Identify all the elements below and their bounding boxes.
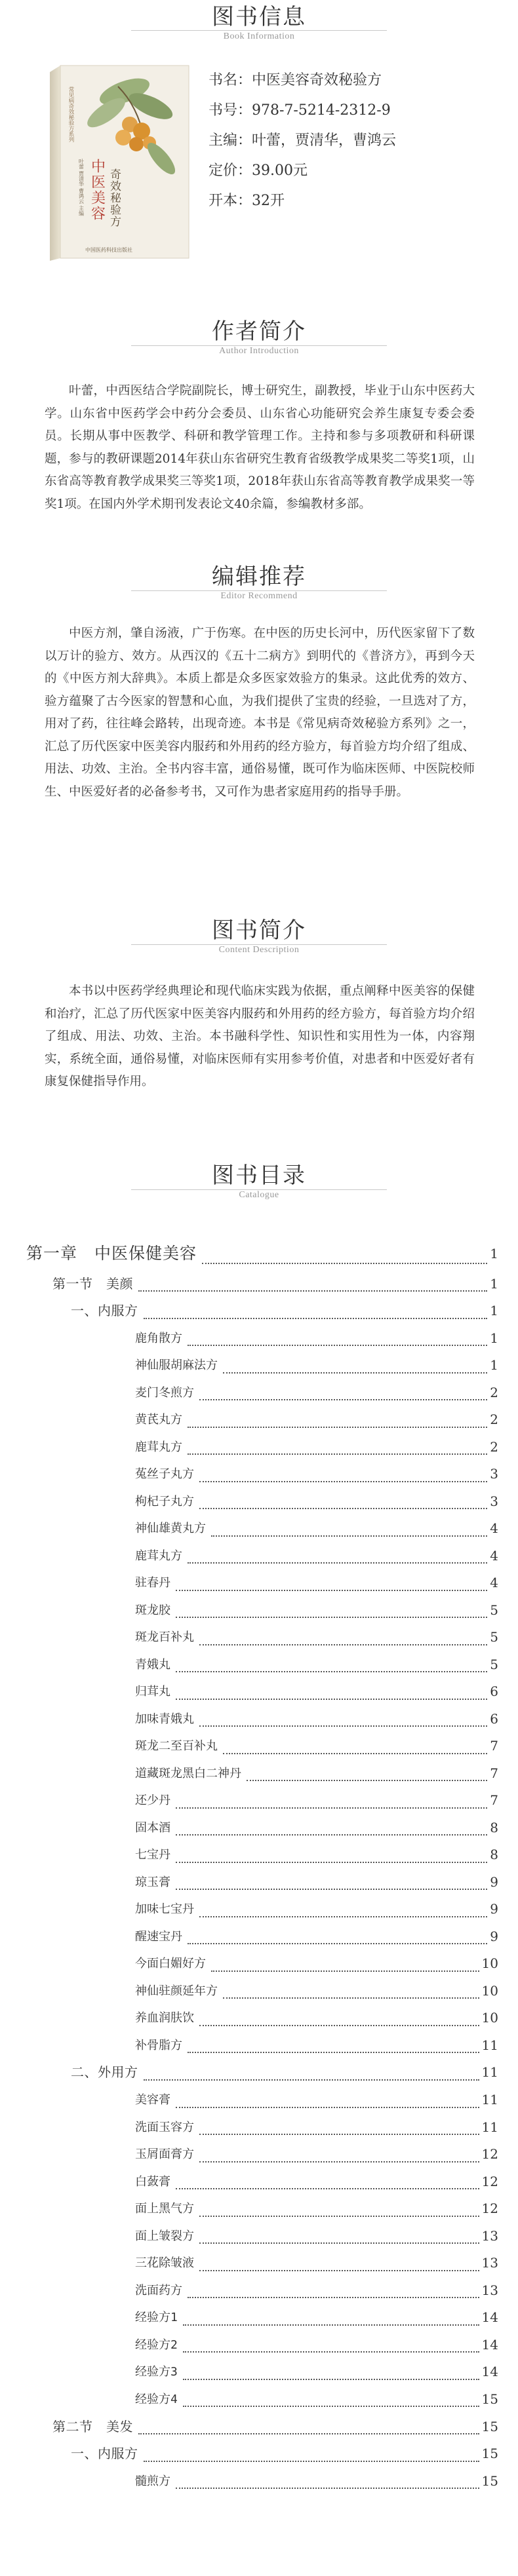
- catalogue-entry-label: 面上皱裂方: [135, 2229, 194, 2243]
- catalogue-page-number: 1: [490, 1357, 498, 1374]
- header-rule-left: [131, 590, 260, 591]
- catalogue-page-number: 9: [490, 1874, 498, 1890]
- header-rule-left: [131, 1189, 260, 1190]
- catalogue-entry-label: 固本酒: [135, 1820, 170, 1835]
- catalogue-page-number: 14: [481, 2309, 498, 2326]
- catalogue-leader-dots: [199, 1399, 487, 1400]
- author-subtitle: Author Introduction: [219, 346, 299, 356]
- catalogue-leader-dots: [199, 1508, 487, 1509]
- cover-publisher-text: 中国医药科技出版社: [85, 247, 132, 253]
- cover-editors-text: 叶蕾 贾清华 曹鸿云 主编: [78, 159, 85, 216]
- catalogue-entry-row: [26, 1624, 498, 1651]
- catalogue-entry-label: 洗面药方: [135, 2283, 182, 2297]
- catalogue-leader-dots: [183, 2406, 479, 2407]
- catalogue-leader-dots: [183, 2324, 479, 2326]
- header-rule-right: [259, 1189, 387, 1190]
- catalogue-subsection-row: [26, 2059, 498, 2086]
- catalogue-page-number: 11: [481, 2037, 498, 2053]
- catalogue-leader-dots: [176, 1617, 487, 1618]
- cover-series-text: 常见病奇效秘验方系列: [68, 87, 74, 142]
- catalogue-page-number: 7: [490, 1792, 498, 1809]
- catalogue-entry-label: 加味青娥丸: [135, 1712, 194, 1726]
- catalogue-page-number: 4: [490, 1520, 498, 1537]
- book-info-title: 图书信息: [212, 4, 306, 30]
- catalogue-entry-row: [26, 1434, 498, 1461]
- catalogue-leader-dots: [176, 1807, 487, 1809]
- catalogue-leader-dots: [188, 2052, 479, 2053]
- catalogue-entry-label: 一、内服方: [71, 2446, 138, 2462]
- catalogue-entry-label: 归茸丸: [135, 1685, 170, 1699]
- catalogue-leader-dots: [188, 2297, 479, 2298]
- catalogue-leader-dots: [223, 1997, 479, 1999]
- catalogue-page-number: 6: [490, 1710, 498, 1727]
- catalogue-entry-row: [26, 1787, 498, 1815]
- catalogue-entry-label: 醒速宝丹: [135, 1929, 182, 1944]
- header-rule-right: [259, 590, 387, 591]
- catalogue-entry-row: [26, 1597, 498, 1624]
- catalogue-entry-label: 经验方1: [135, 2311, 178, 2325]
- editor-paragraph: 中医方剂，肇自汤液，广于伤寒。在中医的历史长河中，历代医家留下了数以万计的验方、效方。从西汉的《五十二病方》到明代的《普济方》，再到今天的《中医方剂大辞典》。本质上都是众多医家效验方的集录。这此优秀的效方、验方蕴聚了古今医家的智慧和心血，为我们提供了宝贵的经验，一旦选对了方，用对了药，往往峰会路转，出现奇迹。本书是《常见病奇效秘验方系列》之一，汇总了历代医家中医美容内服药和外用药的经方验方，每首验方均介绍了组成、用法、功效、主治。全书内容丰富，通俗易懂，既可作为临床医师、中医院校师生、中医爱好者的必备参考书，又可作为患者家庭用药的指导手册。: [45, 626, 475, 799]
- catalogue-leader-dots: [176, 1671, 487, 1672]
- catalogue-entry-row: [26, 1515, 498, 1543]
- catalogue-leader-dots: [144, 2461, 479, 2462]
- book-format-row: 开本：32开: [209, 193, 285, 209]
- catalogue-entry-row: [26, 1706, 498, 1733]
- catalogue-entry-row: [26, 1569, 498, 1597]
- catalogue-entry-label: 琼玉膏: [135, 1875, 170, 1889]
- catalogue-leader-dots: [223, 1753, 487, 1754]
- catalogue-entry-label: 斑龙胶: [135, 1603, 170, 1617]
- content-title: 图书简介: [212, 917, 306, 944]
- catalogue-entry-label: 经验方3: [135, 2365, 178, 2379]
- catalogue-entry-label: 驻春丹: [135, 1576, 170, 1590]
- catalogue-entry-label: 经验方4: [135, 2392, 178, 2406]
- catalogue-leader-dots: [199, 2134, 479, 2135]
- catalogue-page-number: 4: [490, 1575, 498, 1591]
- catalogue-page-number: 10: [481, 1955, 498, 1972]
- catalogue-entry-label: 面上黑气方: [135, 2202, 194, 2216]
- catalogue-entry-row: [26, 1841, 498, 1869]
- editor-title: 编辑推荐: [212, 564, 306, 590]
- catalogue-entry-row: [26, 2086, 498, 2114]
- catalogue-entry-label: 斑龙二至百补丸: [135, 1739, 218, 1754]
- catalogue-page-number: 1: [490, 1303, 498, 1318]
- catalogue-section-row: [26, 2413, 498, 2440]
- catalogue-entry-row: [26, 1678, 498, 1706]
- catalogue-entry-label: 神仙雄黄丸方: [135, 1522, 206, 1536]
- catalogue-page-number: 2: [490, 1438, 498, 1455]
- catalogue-section-row: [26, 1270, 498, 1298]
- catalogue-page-number: 2: [490, 1412, 498, 1428]
- catalogue-entry-label: 髓煎方: [135, 2474, 170, 2488]
- catalogue-entry-row: [26, 2358, 498, 2386]
- catalogue-page-number: 5: [490, 1602, 498, 1618]
- catalogue-entry-label: 养血润肤饮: [135, 2011, 194, 2026]
- catalogue-page-number: 12: [481, 2173, 498, 2189]
- author-header: [0, 318, 518, 364]
- catalogue-page-number: 10: [481, 2010, 498, 2026]
- catalogue-leader-dots: [176, 1699, 487, 1700]
- catalogue-page-number: 7: [490, 1765, 498, 1781]
- catalogue-leader-dots: [188, 1562, 487, 1564]
- catalogue-entry-row: [26, 2304, 498, 2332]
- catalogue-leader-dots: [199, 1481, 487, 1482]
- catalogue-page-number: 15: [481, 2472, 498, 2489]
- catalogue-leader-dots: [138, 1290, 487, 1292]
- catalogue-leader-dots: [199, 2216, 479, 2217]
- content-subtitle: Content Description: [218, 945, 300, 955]
- catalogue-entry-label: 二、外用方: [71, 2064, 138, 2081]
- catalogue-entry-row: [26, 2332, 498, 2359]
- catalogue-page-number: 12: [481, 2201, 498, 2217]
- catalogue-leader-dots: [144, 2079, 479, 2081]
- catalogue-entry-row: [26, 2114, 498, 2142]
- header-rule-right: [259, 30, 387, 31]
- catalogue-leader-dots: [176, 1889, 487, 1890]
- catalogue-page-number: 9: [490, 1901, 498, 1917]
- header-rule-right: [259, 345, 387, 346]
- catalogue-leader-dots: [183, 2379, 479, 2380]
- catalogue-page-number: 2: [490, 1384, 498, 1400]
- catalogue-subtitle: Catalogue: [239, 1190, 279, 1200]
- catalogue-entry-label: 第二节 美发: [52, 2419, 133, 2435]
- catalogue-leader-dots: [199, 2025, 479, 2026]
- catalogue-entry-label: 今面白媚好方: [135, 1957, 206, 1971]
- catalogue-entry-label: 鹿茸丸方: [135, 1440, 182, 1454]
- catalogue-page-number: 4: [490, 1547, 498, 1564]
- catalogue-entry-label: 青娥丸: [135, 1657, 170, 1672]
- catalogue-page-number: 3: [490, 1493, 498, 1509]
- catalogue-leader-dots: [199, 1644, 487, 1645]
- catalogue-entry-label: 玉屑面膏方: [135, 2147, 194, 2162]
- catalogue-entry-row: [26, 1815, 498, 1842]
- book-price-row: 定价：39.00元: [209, 163, 308, 179]
- editor-header: [0, 564, 518, 609]
- catalogue-entry-row: [26, 2032, 498, 2060]
- catalogue-subsection-row: [26, 1298, 498, 1325]
- catalogue-page-number: 10: [481, 1982, 498, 1999]
- catalogue-entry-label: 白蔹膏: [135, 2174, 170, 2189]
- catalogue-entry-row: [26, 2005, 498, 2032]
- catalogue-entry-row: [26, 2223, 498, 2250]
- catalogue-page-number: 14: [481, 2336, 498, 2353]
- catalogue-page-number: 11: [481, 2119, 498, 2135]
- catalogue-page-number: 13: [481, 2282, 498, 2298]
- catalogue-leader-dots: [211, 1970, 479, 1972]
- book-editors-row: 主编：叶蕾，贾清华，曹鸿云: [209, 132, 397, 149]
- catalogue-entry-label: 三花除皱液: [135, 2256, 194, 2271]
- catalogue-entry-label: 鹿茸丸方: [135, 1548, 182, 1563]
- catalogue-entry-label: 道藏斑龙黑白二神丹: [135, 1766, 241, 1780]
- catalogue-leader-dots: [176, 2188, 479, 2189]
- catalogue-entry-label: 补骨脂方: [135, 2038, 182, 2052]
- book-info-subtitle: Book Information: [223, 31, 295, 41]
- catalogue-list: [26, 1237, 498, 2495]
- catalogue-entry-row: [26, 1651, 498, 1679]
- catalogue-leader-dots: [176, 1834, 487, 1836]
- catalogue-leader-dots: [247, 1780, 487, 1781]
- catalogue-entry-label: 枸杞子丸方: [135, 1494, 194, 1509]
- catalogue-page-number: 3: [490, 1466, 498, 1482]
- catalogue-entry-label: 菟丝子丸方: [135, 1467, 194, 1482]
- catalogue-entry-label: 第一章 中医保健美容: [26, 1244, 197, 1263]
- book-isbn-row: 书号：978-7-5214-2312-9: [209, 102, 391, 119]
- catalogue-page-number: 8: [490, 1847, 498, 1863]
- catalogue-leader-dots: [199, 1916, 487, 1917]
- catalogue-entry-row: [26, 1978, 498, 2005]
- book-info-header: [0, 4, 518, 50]
- catalogue-page-number: 15: [481, 2446, 498, 2462]
- catalogue-leader-dots: [176, 2488, 479, 2489]
- catalogue-subsection-row: [26, 2440, 498, 2468]
- catalogue-chapter-row: [26, 1237, 498, 1270]
- book-title-row: 书名：中医美容奇效秘验方: [209, 72, 382, 88]
- catalogue-leader-dots: [144, 1318, 488, 1319]
- catalogue-page-number: 8: [490, 1819, 498, 1836]
- catalogue-page-number: 1: [490, 1276, 498, 1292]
- catalogue-entry-label: 麦门冬煎方: [135, 1385, 194, 1400]
- cover-title-line2: 奇效秘验方: [108, 168, 121, 227]
- catalogue-page-number: 15: [481, 2391, 498, 2407]
- header-rule-left: [131, 944, 260, 945]
- catalogue-leader-dots: [199, 1725, 487, 1727]
- author-paragraph: 叶蕾，中西医结合学院副院长，博士研究生，副教授，毕业于山东中医药大学。山东省中医药学会中药分会委员、山东省心功能研究会养生康复专委会委员。长期从事中医教学、科研和教学管理工作。主持和参与多项教研和科研课题，参与的教研课题2014年获山东省研究生教育省级教学成果奖二等奖1项，山东省高等教育教学成果奖三等奖1项，2018年获山东省高等教育教学成果奖一等奖1项。在国内外学术期刊发表论文40余篇，参编教材多部。: [45, 384, 475, 511]
- catalogue-entry-label: 加味七宝丹: [135, 1902, 194, 1917]
- book-info-list: [209, 71, 396, 221]
- catalogue-entry-label: 神仙驻颜延年方: [135, 1984, 218, 1998]
- catalogue-entry-label: 七宝丹: [135, 1848, 170, 1862]
- catalogue-entry-row: [26, 2277, 498, 2305]
- catalogue-leader-dots: [199, 2242, 479, 2244]
- catalogue-entry-row: [26, 1896, 498, 1923]
- catalogue-entry-label: 洗面玉容方: [135, 2120, 194, 2134]
- content-header: [0, 917, 518, 963]
- catalogue-entry-label: 经验方2: [135, 2337, 178, 2352]
- catalogue-entry-label: 斑龙百补丸: [135, 1630, 194, 1645]
- catalogue-leader-dots: [202, 1263, 487, 1264]
- catalogue-leader-dots: [138, 2433, 479, 2434]
- catalogue-page-number: 13: [481, 2255, 498, 2271]
- catalogue-page-number: 12: [481, 2146, 498, 2163]
- catalogue-page-number: 1: [490, 1246, 498, 1261]
- catalogue-entry-label: 黄芪丸方: [135, 1413, 182, 1427]
- catalogue-entry-row: [26, 1543, 498, 1570]
- editor-subtitle: Editor Recommend: [220, 591, 298, 601]
- catalogue-entry-row: [26, 2141, 498, 2168]
- catalogue-page-number: 11: [481, 2064, 498, 2081]
- catalogue-leader-dots: [176, 1590, 487, 1591]
- content-paragraph: 本书以中医药学经典理论和现代临床实践为依据，重点阐释中医美容的保健和治疗，汇总了历代医家中医美容内服药和外用药的经方验方，每首验方均介绍了组成、用法、功效、主治。本书融科学性、知识性和实用性为一体，内容翔实，系统全面，通俗易懂，对临床医师有实用参考价值，对患者和中医爱好者有康复保健指导作用。: [45, 984, 475, 1088]
- catalogue-leader-dots: [176, 1862, 487, 1863]
- catalogue-entry-label: 还少丹: [135, 1794, 170, 1808]
- catalogue-leader-dots: [183, 2351, 479, 2353]
- cover-title-line1: 中医美容: [89, 159, 106, 221]
- header-rule-right: [259, 944, 387, 945]
- catalogue-leader-dots: [176, 2107, 479, 2108]
- catalogue-page-number: 1: [490, 1330, 498, 1346]
- catalogue-page-number: 6: [490, 1683, 498, 1700]
- catalogue-entry-row: [26, 1379, 498, 1407]
- catalogue-leader-dots: [188, 1453, 487, 1455]
- catalogue-entry-row: [26, 2168, 498, 2196]
- catalogue-title: 图书目录: [212, 1163, 306, 1189]
- catalogue-entry-row: [26, 2386, 498, 2413]
- catalogue-leader-dots: [211, 1535, 487, 1537]
- book-cover-image: [46, 60, 191, 263]
- catalogue-entry-row: [26, 1352, 498, 1379]
- catalogue-entry-row: [26, 1923, 498, 1951]
- catalogue-leader-dots: [188, 1427, 487, 1428]
- catalogue-entry-row: [26, 1950, 498, 1978]
- catalogue-leader-dots: [199, 2270, 479, 2271]
- catalogue-entry-row: [26, 1733, 498, 1760]
- catalogue-entry-row: [26, 1325, 498, 1353]
- catalogue-entry-row: [26, 1488, 498, 1516]
- catalogue-page-number: 11: [481, 2092, 498, 2108]
- catalogue-page-number: 5: [490, 1656, 498, 1672]
- catalogue-entry-row: [26, 1869, 498, 1896]
- catalogue-entry-label: 一、内服方: [71, 1303, 138, 1318]
- catalogue-leader-dots: [188, 1345, 487, 1346]
- author-title: 作者简介: [212, 318, 306, 345]
- catalogue-leader-dots: [199, 2161, 479, 2163]
- catalogue-page-number: 7: [490, 1738, 498, 1754]
- catalogue-page-number: 13: [481, 2227, 498, 2244]
- catalogue-entry-row: [26, 2468, 498, 2495]
- catalogue-entry-label: 美容膏: [135, 2093, 170, 2107]
- catalogue-entry-label: 第一节 美颜: [52, 1276, 133, 1292]
- catalogue-page-number: 15: [481, 2419, 498, 2435]
- catalogue-page-number: 14: [481, 2364, 498, 2380]
- catalogue-entry-label: 鹿角散方: [135, 1331, 182, 1345]
- catalogue-leader-dots: [223, 1372, 487, 1374]
- catalogue-entry-row: [26, 2250, 498, 2277]
- catalogue-entry-row: [26, 1760, 498, 1788]
- catalogue-page-number: 9: [490, 1928, 498, 1944]
- catalogue-page-number: 5: [490, 1629, 498, 1645]
- catalogue-entry-row: [26, 1406, 498, 1434]
- catalogue-leader-dots: [188, 1943, 487, 1944]
- header-rule-left: [131, 345, 260, 346]
- catalogue-entry-label: 神仙服胡麻法方: [135, 1358, 218, 1373]
- catalogue-header: [0, 1163, 518, 1208]
- catalogue-entry-row: [26, 1461, 498, 1488]
- catalogue-entry-row: [26, 2195, 498, 2223]
- header-rule-left: [131, 30, 260, 31]
